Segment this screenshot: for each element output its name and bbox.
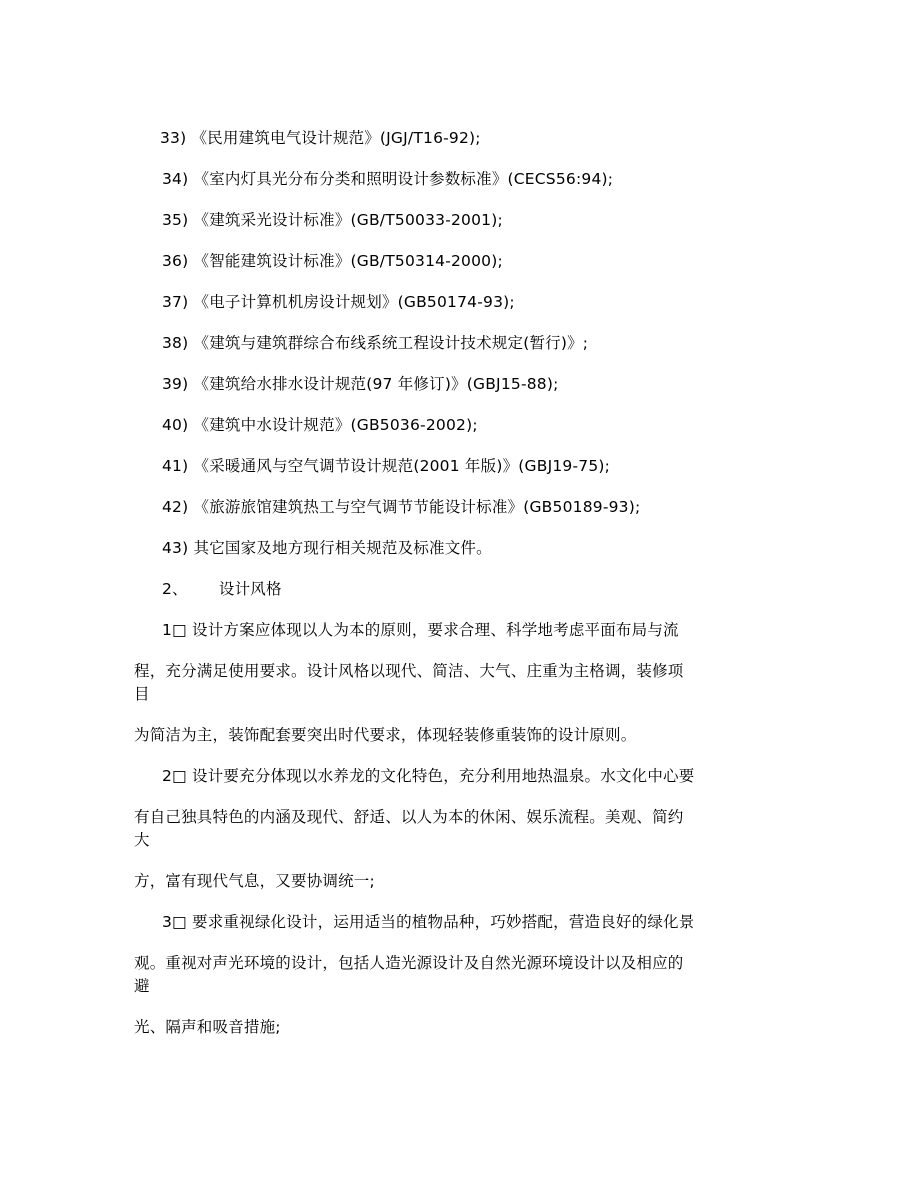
list-item-text: 《建筑采光设计标准》(GB/T50033-2001);	[193, 211, 503, 229]
list-item	[160, 128, 481, 148]
paragraph-line: 3□ 要求重视绿化设计，运用适当的植物品种，巧妙搭配，营造良好的绿化景	[162, 913, 695, 931]
section-title: 设计风格	[218, 580, 282, 598]
list-item-text: 《建筑与建筑群综合布线系统工程设计技术规定(暂行)》;	[193, 334, 589, 352]
list-item	[162, 210, 503, 230]
list-item-text: 《建筑给水排水设计规范(97 年修订)》(GBJ15-88);	[193, 375, 559, 393]
paragraph-line: 程，充分满足使用要求。设计风格以现代、简洁、大气、庄重为主格调，装修项	[134, 662, 684, 680]
list-item	[162, 169, 613, 189]
paragraph-line: 目	[134, 685, 150, 703]
list-item-number: 37)	[162, 293, 189, 311]
paragraph-line: 观。重视对声光环境的设计，包括人造光源设计及自然光源环境设计以及相应的	[134, 954, 684, 972]
list-item-number: 39)	[162, 375, 189, 393]
paragraph-line: 光、隔声和吸音措施;	[134, 1018, 281, 1036]
list-item-number: 41)	[162, 457, 189, 475]
paragraph-line: 1□ 设计方案应体现以人为本的原则，要求合理、科学地考虑平面布局与流	[162, 621, 679, 639]
paragraph-line: 有自己独具特色的内涵及现代、舒适、以人为本的休闲、娱乐流程。美观、简约	[134, 808, 684, 826]
list-item	[162, 415, 478, 435]
paragraph-line: 为简洁为主，装饰配套要突出时代要求，体现轻装修重装饰的设计原则。	[134, 726, 637, 744]
list-item-number: 36)	[162, 252, 189, 270]
paragraph-line: 避	[134, 977, 150, 995]
list-item	[162, 251, 503, 271]
list-item	[162, 497, 640, 517]
list-item-text: 《民用建筑电气设计规范》(JGJ/T16-92);	[191, 129, 481, 147]
section-heading	[162, 579, 282, 599]
list-item-text: 《建筑中水设计规范》(GB5036-2002);	[193, 416, 478, 434]
list-item-text: 《旅游旅馆建筑热工与空气调节节能设计标准》(GB50189-93);	[193, 498, 641, 516]
list-item-number: 35)	[162, 211, 189, 229]
section-number: 2、	[162, 580, 188, 598]
list-item-number: 42)	[162, 498, 189, 516]
list-item-text: 其它国家及地方现行相关规范及标准文件。	[193, 539, 492, 557]
paragraph-line: 2□ 设计要充分体现以水养龙的文化特色，充分利用地热温泉。水文化中心要	[162, 767, 695, 785]
list-item-text: 《电子计算机机房设计规划》(GB50174-93);	[193, 293, 515, 311]
list-item-number: 40)	[162, 416, 189, 434]
list-item-number: 43)	[162, 539, 189, 557]
list-item-text: 《智能建筑设计标准》(GB/T50314-2000);	[193, 252, 503, 270]
list-item	[162, 456, 610, 476]
list-item	[162, 538, 492, 558]
list-item-number: 38)	[162, 334, 189, 352]
paragraph-line: 大	[134, 831, 150, 849]
paragraph-line: 方，富有现代气息，又要协调统一;	[134, 872, 375, 890]
list-item	[162, 333, 588, 353]
list-item-number: 33)	[160, 129, 187, 147]
list-item	[162, 374, 559, 394]
list-item-text: 《室内灯具光分布分类和照明设计参数标准》(CECS56:94);	[193, 170, 614, 188]
list-item	[162, 292, 515, 312]
list-item-number: 34)	[162, 170, 189, 188]
list-item-text: 《采暖通风与空气调节设计规范(2001 年版)》(GBJ19-75);	[193, 457, 611, 475]
